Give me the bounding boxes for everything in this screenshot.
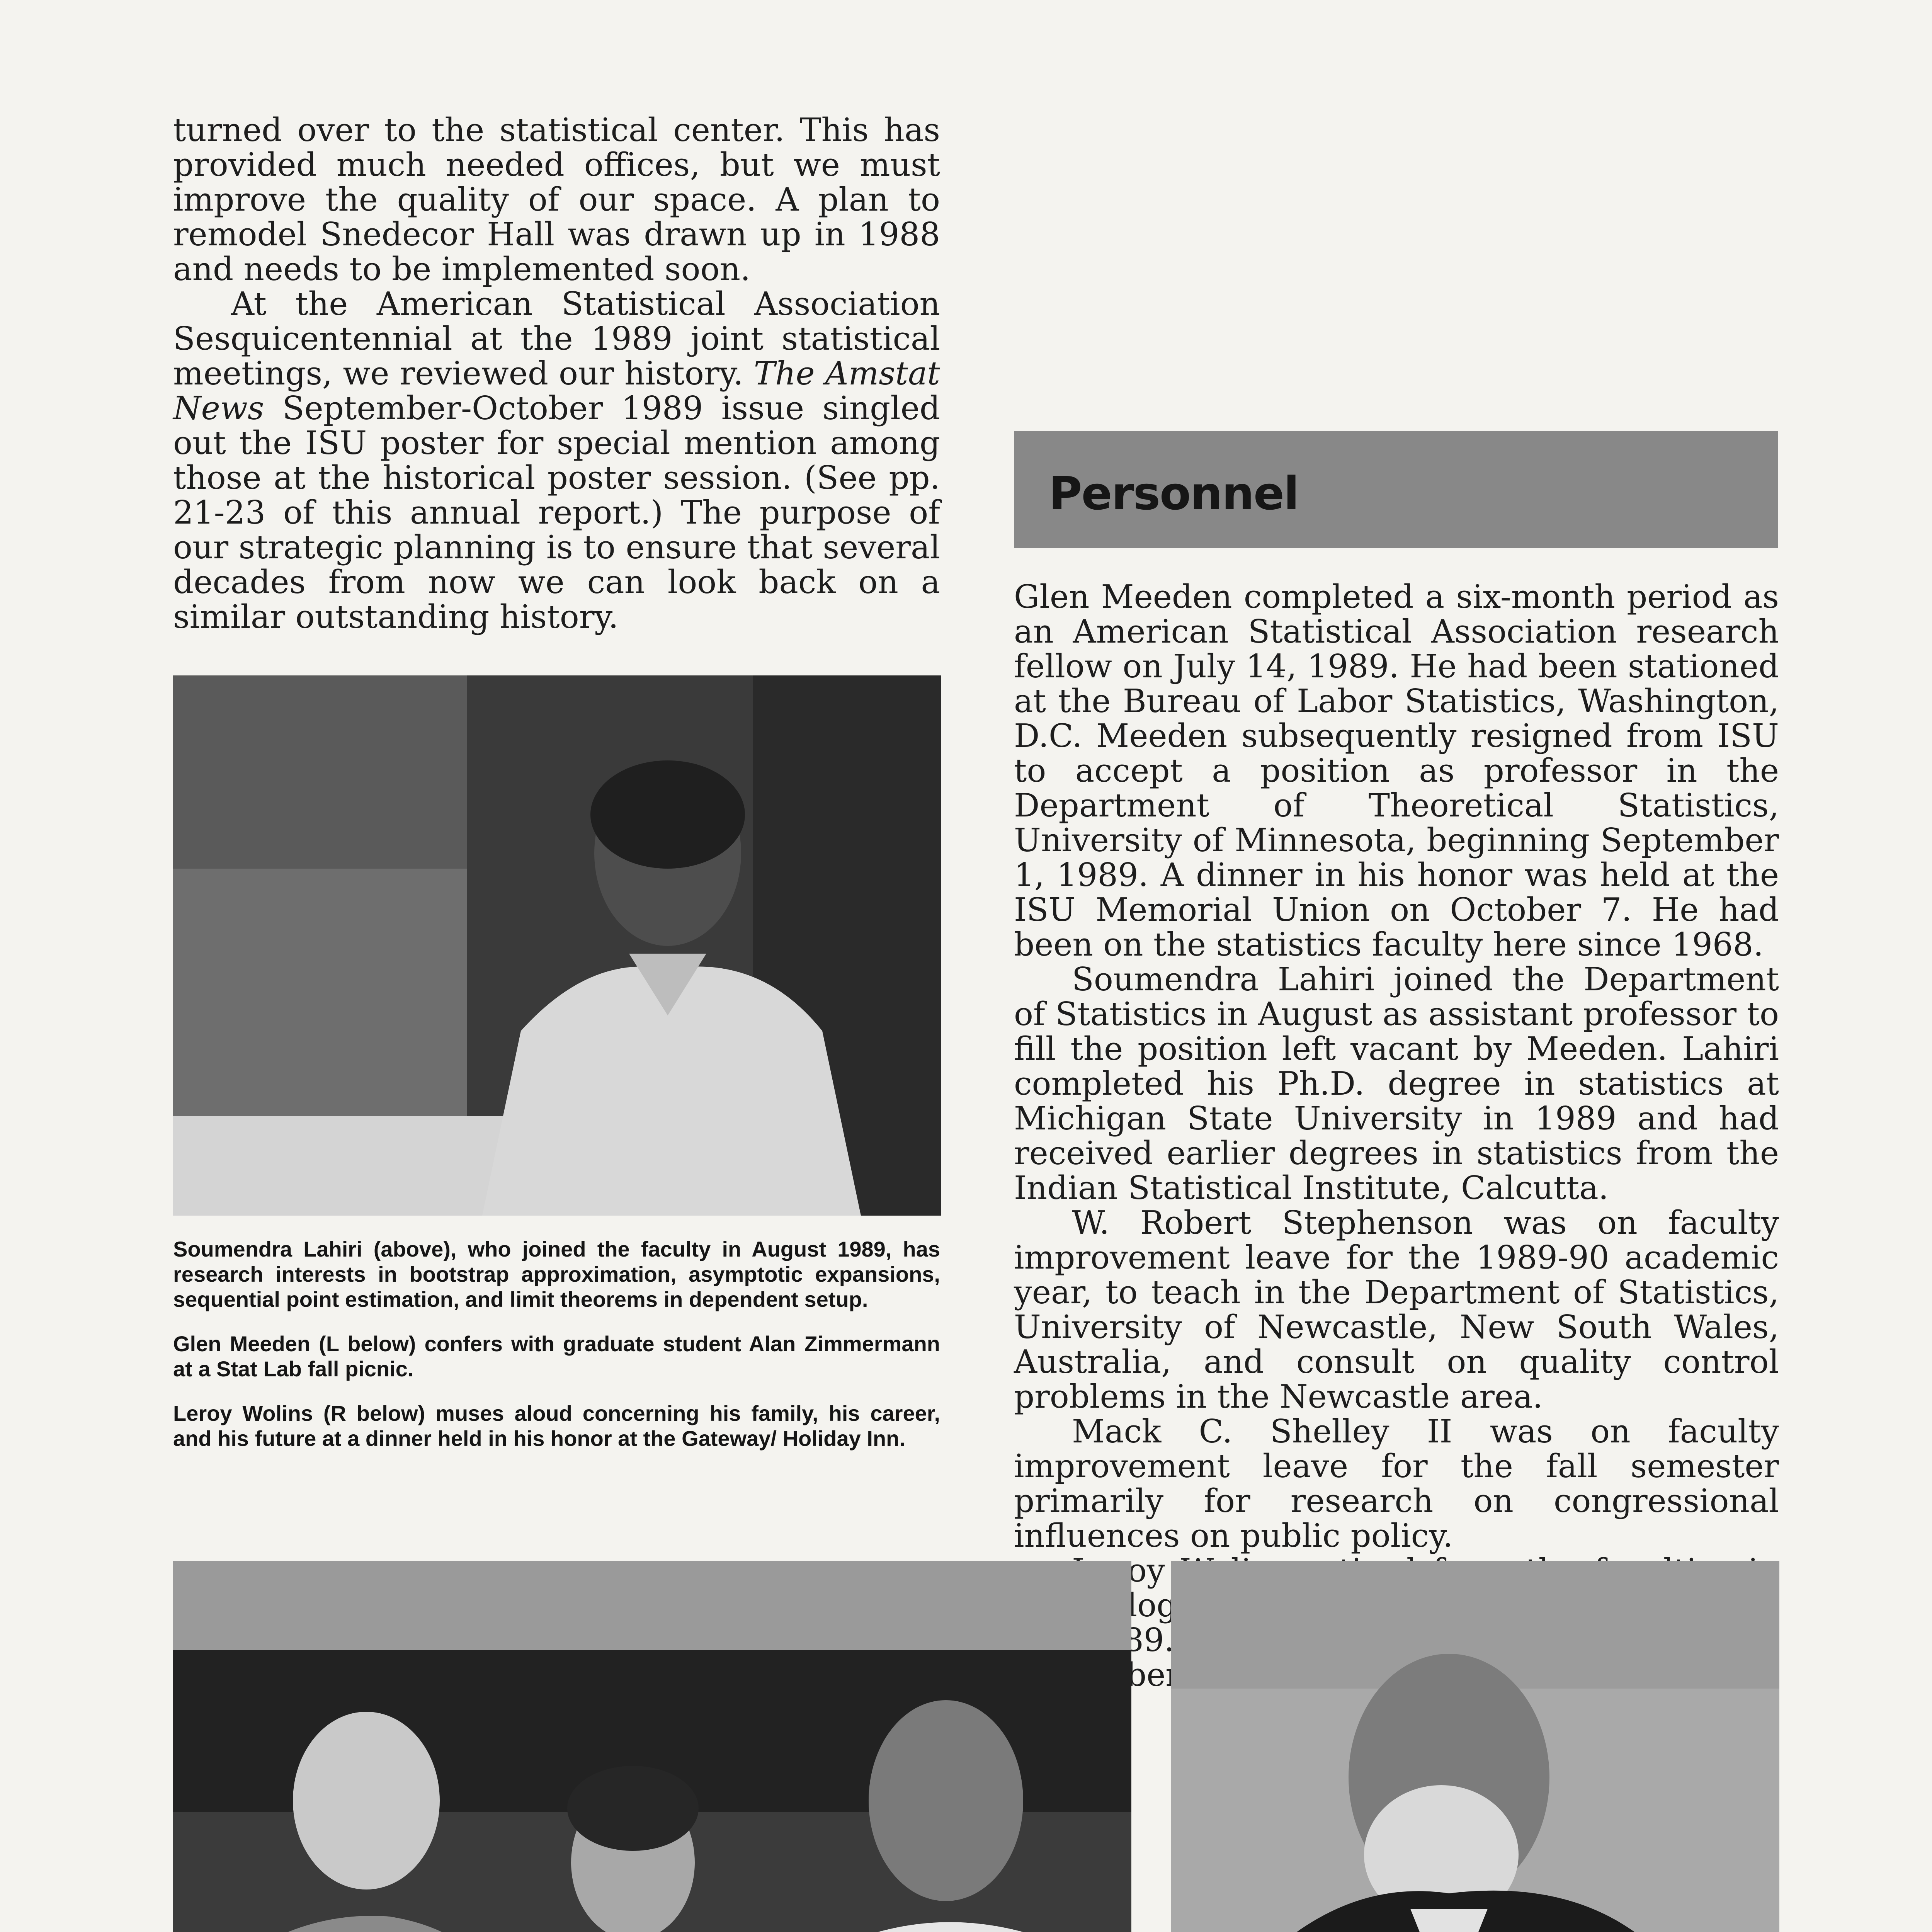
left-paragraph-2-tail: September-October 1989 issue singled out the ISU poster for special mention among those at the historical poster session. (See pp. 21-23 of this annual report.) The purpose of our strategic planning is to ensure that several decades from now we can look back on a similar outstanding history. [173, 389, 940, 636]
amstat-news-title: The Amstat News [173, 355, 940, 427]
caption-lahiri: Soumendra Lahiri (above), who joined the faculty in August 1989, has research interests in bootstrap approximation, asymptotic expansions, sequential point estimation, and limit theorems in dependent setup. [173, 1237, 940, 1311]
left-paragraph-2 [173, 287, 940, 634]
section-title: Personnel [1049, 467, 1299, 520]
caption-meeden: Glen Meeden (L below) confers with graduate student Alan Zimmermann at a Stat Lab fall picnic. [173, 1332, 940, 1381]
section-banner [1014, 431, 1778, 548]
photo-leroy-wolins [1171, 1561, 1779, 1932]
right-paragraph-4: Mack C. Shelley II was on faculty improvement leave for the fall semester primarily for research on congressional influences on public policy. [1014, 1413, 1779, 1554]
left-column-text [173, 113, 940, 634]
left-paragraph-1: turned over to the statistical center. This has provided much needed offices, but we must improve the quality of our space. A plan to remodel Snedecor Hall was drawn up in 1988 and needs to be implemented soon. [173, 111, 940, 288]
photo-captions [173, 1236, 940, 1470]
left-paragraph-2-lead: At the American Statistical Association Sesquicentennial at the 1989 joint statistical meetings, we reviewed our history. [173, 285, 940, 392]
right-paragraph-1: Glen Meeden completed a six-month period as an American Statistical Association research fellow on July 14, 1989. He had been stationed at the Bureau of Labor Statistics, Washington, D.C. Meeden subsequently resigned from ISU to accept a position as professor in the Department of Theoretical Statistics, University of Minnesota, beginning September 1, 1989. A dinner in his honor was held at the ISU Memorial Union on October 7. He had been on the statistics faculty here since 1968. [1014, 578, 1779, 963]
photo-soumendra-lahiri [173, 675, 941, 1216]
right-paragraph-3: W. Robert Stephenson was on faculty improvement leave for the 1989-90 academic year, to teach in the Department of Statistics, University of Newcastle, New South Wales, Australia, and consult on quality control problems in the Newcastle area. [1014, 1204, 1779, 1415]
caption-wolins: Leroy Wolins (R below) muses aloud concerning his family, his career, and his future at a dinner held in his honor at the Gateway/ Holiday Inn. [173, 1401, 940, 1451]
right-column-text [1014, 580, 1779, 1692]
photo-picnic-group [173, 1561, 1131, 1932]
right-paragraph-2: Soumendra Lahiri joined the Department of Statistics in August as assistant professor to fill the position left vacant by Meeden. Lahiri completed his Ph.D. degree in statistics at Michigan State University in 1989 and had received earlier degrees in statistics from the Indian Statistical Institute, Calcutta. [1014, 961, 1779, 1207]
